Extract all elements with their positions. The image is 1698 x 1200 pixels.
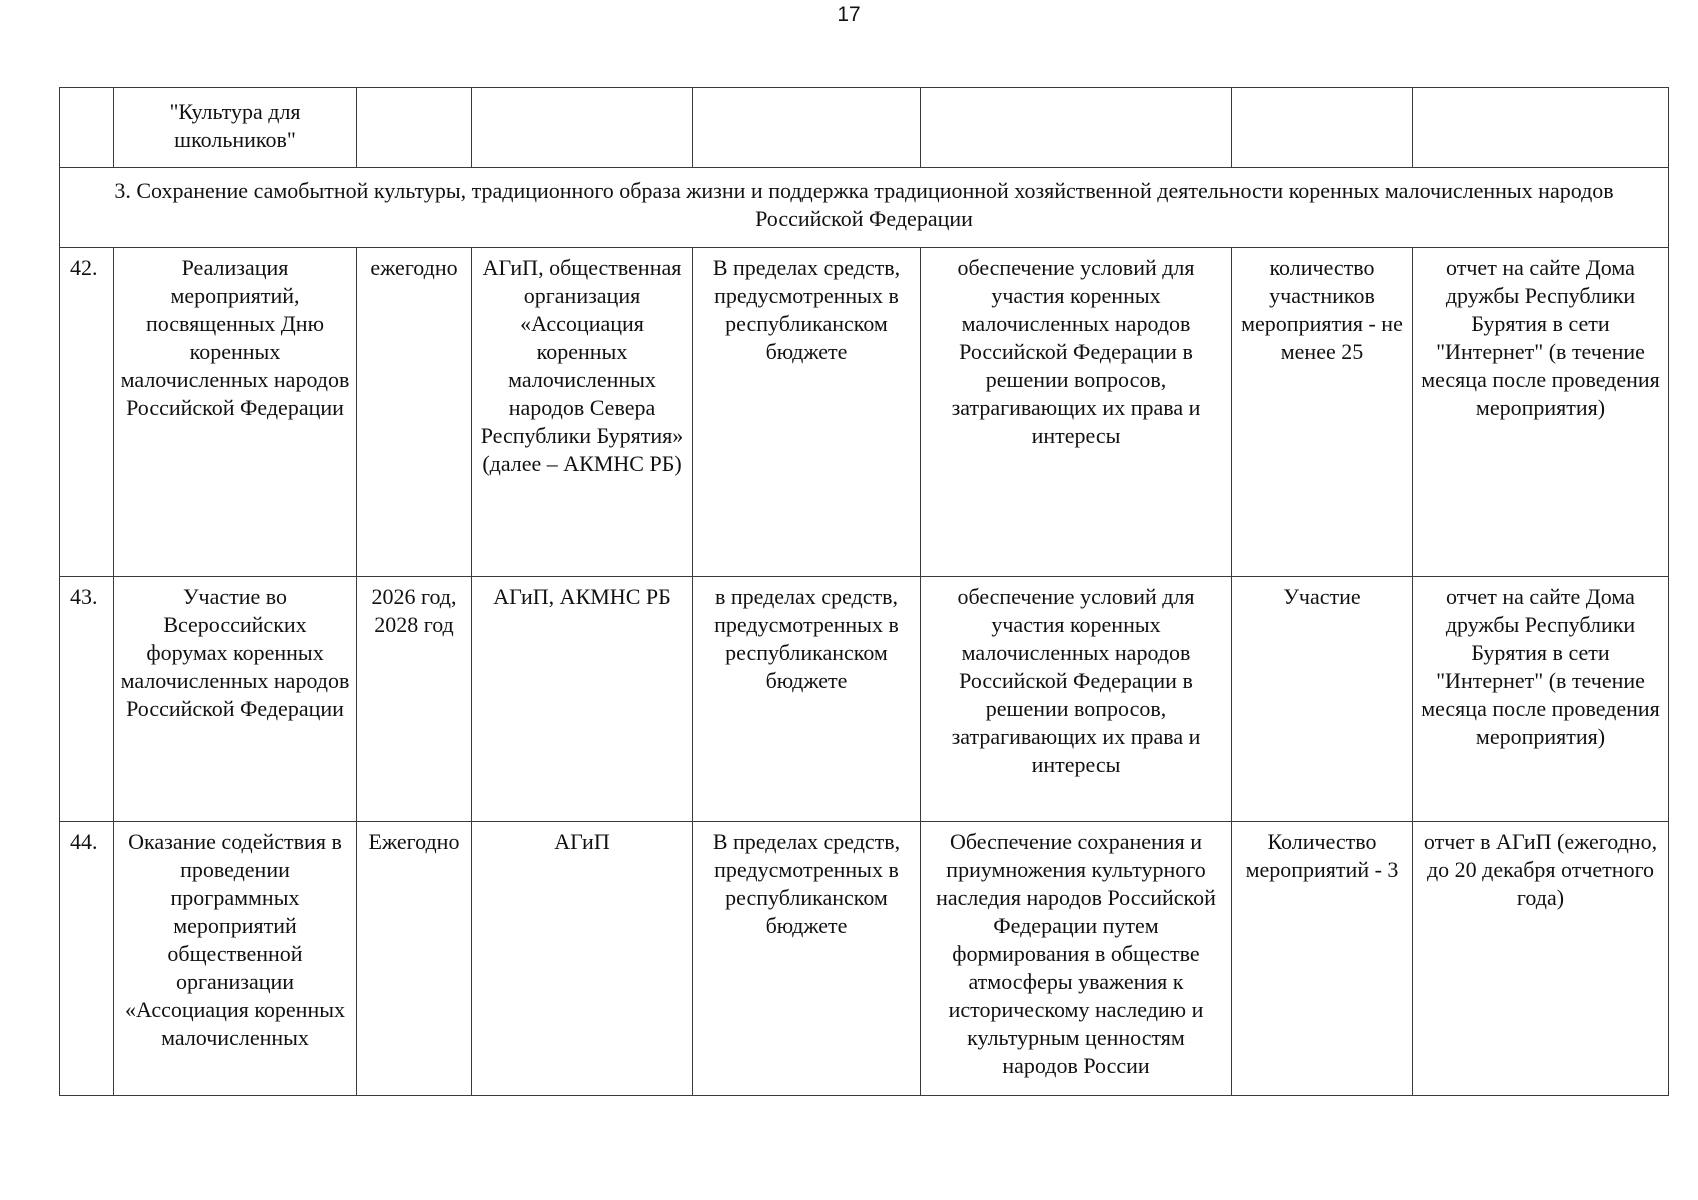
table-row bbox=[60, 248, 1669, 577]
section-heading-row bbox=[60, 168, 1669, 248]
table-row bbox=[60, 822, 1669, 1096]
cell-report: отчет на сайте Дома дружбы Республики Бурятия в сети "Интернет" (в течение месяца после проведения мероприятия) bbox=[1413, 248, 1669, 577]
page-number: 17 bbox=[837, 3, 861, 26]
measures-table bbox=[59, 87, 1669, 1096]
cell-indicator bbox=[1232, 88, 1413, 168]
cell-report bbox=[1413, 88, 1669, 168]
table-row-continued bbox=[60, 88, 1669, 168]
cell-responsible: АГиП bbox=[472, 822, 693, 1096]
cell-report: отчет на сайте Дома дружбы Республики Бурятия в сети "Интернет" (в течение месяца после проведения мероприятия) bbox=[1413, 577, 1669, 822]
cell-measure-name: Оказание содействия в проведении программных мероприятий общественной организации «Ассоциация коренных малочисленных bbox=[114, 822, 357, 1096]
cell-responsible bbox=[472, 88, 693, 168]
cell-result: Обеспечение сохранения и приумножения культурного наследия народов Российской Федерации путем формирования в обществе атмосферы уважения к историческому наследию и культурным ценностям народов России bbox=[921, 822, 1232, 1096]
cell-result bbox=[921, 88, 1232, 168]
cell-funding: в пределах средств, предусмотренных в республиканском бюджете bbox=[693, 577, 921, 822]
cell-number: 42. bbox=[60, 248, 114, 577]
section-heading: 3. Сохранение самобытной культуры, традиционного образа жизни и поддержка традиционной хозяйственной деятельности коренных малочисленных народов Российской Федерации bbox=[60, 168, 1669, 248]
cell-deadline: 2026 год, 2028 год bbox=[357, 577, 472, 822]
cell-indicator: Участие bbox=[1232, 577, 1413, 822]
cell-result: обеспечение условий для участия коренных малочисленных народов Российской Федерации в решении вопросов, затрагивающих их права и интересы bbox=[921, 577, 1232, 822]
cell-measure-name: Реализация мероприятий, посвященных Дню коренных малочисленных народов Российской Федерации bbox=[114, 248, 357, 577]
cell-indicator: количество участников мероприятия - не менее 25 bbox=[1232, 248, 1413, 577]
cell-measure-name: "Культура для школьников" bbox=[114, 88, 357, 168]
cell-number: 43. bbox=[60, 577, 114, 822]
cell-responsible: АГиП, общественная организация «Ассоциация коренных малочисленных народов Севера Республики Бурятия» (далее – АКМНС РБ) bbox=[472, 248, 693, 577]
cell-funding bbox=[693, 88, 921, 168]
cell-number: 44. bbox=[60, 822, 114, 1096]
cell-indicator: Количество мероприятий - 3 bbox=[1232, 822, 1413, 1096]
table-row bbox=[60, 577, 1669, 822]
cell-report: отчет в АГиП (ежегодно, до 20 декабря отчетного года) bbox=[1413, 822, 1669, 1096]
cell-deadline: ежегодно bbox=[357, 248, 472, 577]
cell-funding: В пределах средств, предусмотренных в республиканском бюджете bbox=[693, 248, 921, 577]
cell-responsible: АГиП, АКМНС РБ bbox=[472, 577, 693, 822]
cell-deadline: Ежегодно bbox=[357, 822, 472, 1096]
cell-number bbox=[60, 88, 114, 168]
cell-measure-name: Участие во Всероссийских форумах коренных малочисленных народов Российской Федерации bbox=[114, 577, 357, 822]
cell-result: обеспечение условий для участия коренных малочисленных народов Российской Федерации в решении вопросов, затрагивающих их права и интересы bbox=[921, 248, 1232, 577]
cell-deadline bbox=[357, 88, 472, 168]
cell-funding: В пределах средств, предусмотренных в республиканском бюджете bbox=[693, 822, 921, 1096]
